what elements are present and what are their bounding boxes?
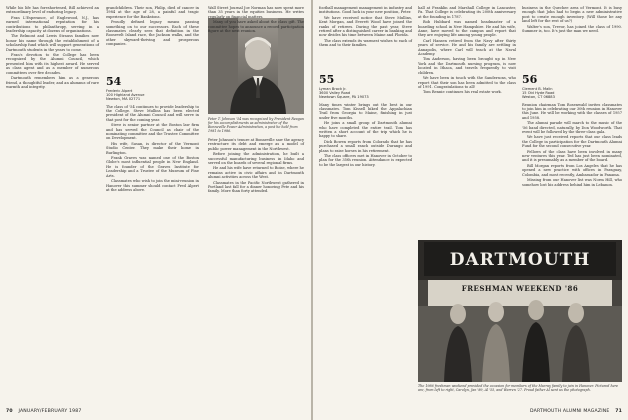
body-paragraph: Fran's devotion to the College has been recognized by the Alumni Council, which presented him with its highest award. He served as class agent and as a member of numerous committees over five decades.: [6, 53, 99, 75]
right-footer: [530, 409, 622, 414]
secretary-city: Weston, CT 06883: [522, 95, 555, 100]
body-paragraph: Tom Rennie continues his real estate work.: [423, 90, 502, 95]
secretary-name: Frederic Alpert: [106, 89, 133, 93]
body-paragraph: Steve is senior partner at the Boston law firm and has served the Council as chair of the nominating committee and the Trustee Committee on Development.: [106, 123, 199, 141]
body-paragraph: business in the Quechee area of Vermont. It is busy enough that John had to begin a new administrative post to create enough inventory. (Will those be any land left for the rest of us?): [522, 6, 622, 24]
right-column-1-top: [319, 6, 412, 49]
class-number-56: 56: [522, 73, 538, 86]
right-column-2: [418, 6, 516, 238]
right-page: [313, 0, 628, 420]
body-paragraph: Tim Anderson, having been brought up in New York and the Dartmouth nursing program, is now located in Ithaca, and travels frequently to visit children.: [418, 57, 516, 75]
body-paragraph: Fran L'Esperance, of Englewood, N.J., has earned international reputation for his contributions to philanthropy, serving in a leadership capacity at dozens of organizations.: [6, 15, 99, 34]
class-number-55: 55: [319, 73, 335, 86]
right-column-1-bottom: [319, 103, 412, 168]
secretary-street: 3600 Valley Road: [319, 91, 351, 96]
secretary-city: Newtown Square, PA 19073: [319, 95, 369, 100]
group-photo-caption: The 1986 freshman weekend provided the occasion for members of the Murray family to join in Hanover. Pictured here are, from left to right, Carolyn, Jan '89, Al '55, and Warren '27. Proud father Al sent us the photograph.: [418, 384, 619, 392]
body-paragraph: The class extends its warmest wishes to each of them and to their families.: [319, 38, 412, 48]
body-paragraph: Classmates who wish to join the mini-reunion in Hanover this summer should contact Fred Alpert at the address above.: [106, 179, 199, 192]
body-paragraph: Before joining the administration, he built a successful manufacturing business in Idaho and served on the boards of several regional firms.: [208, 152, 304, 166]
body-paragraph: football management management in industry and institutions. Good luck in your new position, Peter.: [319, 6, 412, 15]
class-entry-54: [106, 72, 199, 193]
body-paragraph: We have just received reports that our class leads the College in participation for the Dartmouth Alumni Fund for the second consecutive year.: [522, 135, 622, 149]
photo-banner-text: DARTMOUTH: [449, 250, 591, 270]
right-column-3-bottom: [522, 103, 622, 187]
body-paragraph: Frank Graves was named one of the Boston Globe's most influential people in New England. He is founder of the Graves Institute for Leadership and a Trustee of the Museum of Fine Arts.: [106, 156, 199, 178]
body-paragraph: He joins a small group of Dartmouth alumni who have completed the entire trail. Tom has written a short account of the trip which he is happy to share.: [319, 121, 412, 139]
class-secretary-address-56: [522, 87, 622, 100]
class-entry-56: [522, 70, 622, 188]
left-column-3-bottom: [208, 138, 304, 195]
left-column-2-bottom: [106, 105, 199, 193]
body-paragraph: Dick Bowen reports from Colorado that he has purchased a small ranch outside Durango and plans to raise horses in his retirement.: [319, 139, 412, 153]
body-paragraph: Missing from our Hanover list was Norm Hill, who somehow lost his address behind him in Lebanon.: [522, 178, 622, 187]
body-paragraph: The Belmont and Lewis Strauss families now honor his name through the establishment of a scholarship fund which will support generations of Dartmouth students in the years to come.: [6, 34, 99, 52]
portrait-caption: Peter T. Johnson '54 was recognized by President Reagan for his accomplishments as administrator of the Bonneville Power Administration, a post he held from 1981 to 1986.: [208, 117, 304, 133]
body-paragraph: He and his wife have returned to Boise, where he remains active in civic affairs and in Dartmouth alumni activities across the West.: [208, 166, 304, 180]
body-paragraph: Fellows of the class have been involved in many new ventures this year. Ted has just been nominated, and it is presumably as a member of the board.: [522, 149, 622, 163]
body-paragraph: His wife, Susan, is director of the Vermont Studio Center. They make their home in Burlington.: [106, 141, 199, 155]
magazine-name: DARTMOUTH ALUMNI MAGAZINE: [529, 409, 610, 414]
left-column-2-top: [106, 6, 199, 48]
body-paragraph: Reunion chairman Tom Rosenwald invites classmates to join him in celebrating our 30th reunion in Hanover this June. He will be working with the classes of 1957 and 1958.: [522, 102, 622, 120]
right-column-3-top: [522, 6, 622, 34]
secretary-name: Clement B. Malin: [522, 87, 553, 91]
body-paragraph: Walter's son, Trevor, has joined the class of 1990. Summer is, too. It's just the man we need.: [522, 24, 622, 34]
left-column-1: [6, 6, 99, 90]
body-paragraph: Many of you have asked about the class gift. The committee hopes to announce a record participation figure at the next reunion.: [208, 20, 304, 34]
body-paragraph: We have received notice that Steve Mullins, Kent Morgan, and Everett Wood have joined the ranks of retirees. During the past year, Steve retired after a distinguished career in banking and now divides his time between Maine and Florida.: [319, 15, 412, 38]
class-number-54: 54: [106, 75, 122, 88]
page-number-right: 71: [615, 409, 622, 414]
body-paragraph: The class officers met in Hanover in October to plan for the 35th reunion. Attendance is expected to be the largest in our history.: [319, 154, 412, 167]
body-paragraph: Dartmouth remembers him as a generous friend, a thoughtful leader, and an alumnus of rare warmth and integrity.: [6, 76, 99, 89]
body-paragraph: Many times winter brings out the best in our classmates. Tom Kissell hiked the Appalachian Trail from Georgia to Maine, finishing in just under five months.: [319, 102, 412, 120]
secretary-street: 100 Highland Avenue: [106, 93, 145, 98]
body-paragraph: Classmates in the Pacific Northwest gathered in Portland last fall for a dinner honoring Pete and his family. More than forty attended.: [208, 180, 304, 194]
page-number-left: 70: [6, 409, 13, 414]
left-column-3-top: [208, 6, 304, 34]
left-footer: [6, 409, 82, 414]
secretary-city: Newton, MA 02771: [106, 97, 141, 102]
photo-sign-text: FRESHMAN WEEKEND '86: [461, 284, 579, 293]
class-entry-55: [319, 70, 412, 168]
body-paragraph: Proudly defined legacy means passing something on to our successors. Each of these classmates clearly sees that definition in the Roosevelt Island race, the Jackson walks, and the other skyward-thriving and prosperous companies.: [106, 20, 199, 47]
issue-date: JANUARY/FEBRUARY 1987: [18, 409, 82, 414]
secretary-name: Lyman Brock Jr.: [319, 87, 347, 91]
class-secretary-address-55: [319, 87, 412, 100]
class-secretary-address-54: [106, 89, 199, 102]
body-paragraph: Carl Hansen retired from the Navy after thirty years of service. He and his family are settling in Annapolis, where Carl will teach at the Naval Academy.: [418, 38, 516, 57]
body-paragraph: hall at Franklin and Marshall College in Lancaster, Pa. That College is celebrating its 200th anniversary at the founding in 1787.: [418, 6, 516, 19]
secretary-street: 15 Old Hyde Road: [522, 91, 555, 96]
body-paragraph: Wall Street Journal Joe Norman has now spent more than 35 years in the equities business. He writes regularly on financial matters.: [208, 6, 304, 19]
family-group-photo: [418, 240, 622, 382]
left-page: [0, 0, 311, 420]
body-paragraph: The class of '54 continues to provide leadership to the College. Steve Mullins has been elected president of the Alumni Council and will serve in that post for the coming year.: [106, 104, 199, 122]
body-paragraph: Bill Morgan reports from Los Angeles that he has opened a new practice with offices in Paraguay, Colombia, and most recently, Ambassador in Panama.: [522, 163, 622, 177]
body-paragraph: While his life has foreshortened, Bill achieved an extraordinary level of enduring legacy.: [6, 6, 99, 15]
body-paragraph: grandchildren. Their son, Philip, died of cancer in 1984 at the age of 28, a painful and tragic experience for the Bankstons.: [106, 6, 199, 19]
body-paragraph: Bob Hubbard was named headmaster of a boarding school in New Hampshire. He and his wife, Anne, have moved to the campus and report that they are enjoying life among young people.: [418, 20, 516, 38]
body-paragraph: The alumni parade will march to the music of the '56 band directed, naturally, by Don Woodworth. That event will be followed by the three-class gala.: [522, 121, 622, 135]
body-paragraph: Peter Johnson's tenure at Bonneville saw the agency restructure its debt and emerge as a model of public power management in the Northwest.: [208, 138, 304, 151]
body-paragraph: We have been in touch with the Sandersons, who report that their son has been admitted to the class of 1991. Congratulations to all!: [418, 76, 516, 89]
